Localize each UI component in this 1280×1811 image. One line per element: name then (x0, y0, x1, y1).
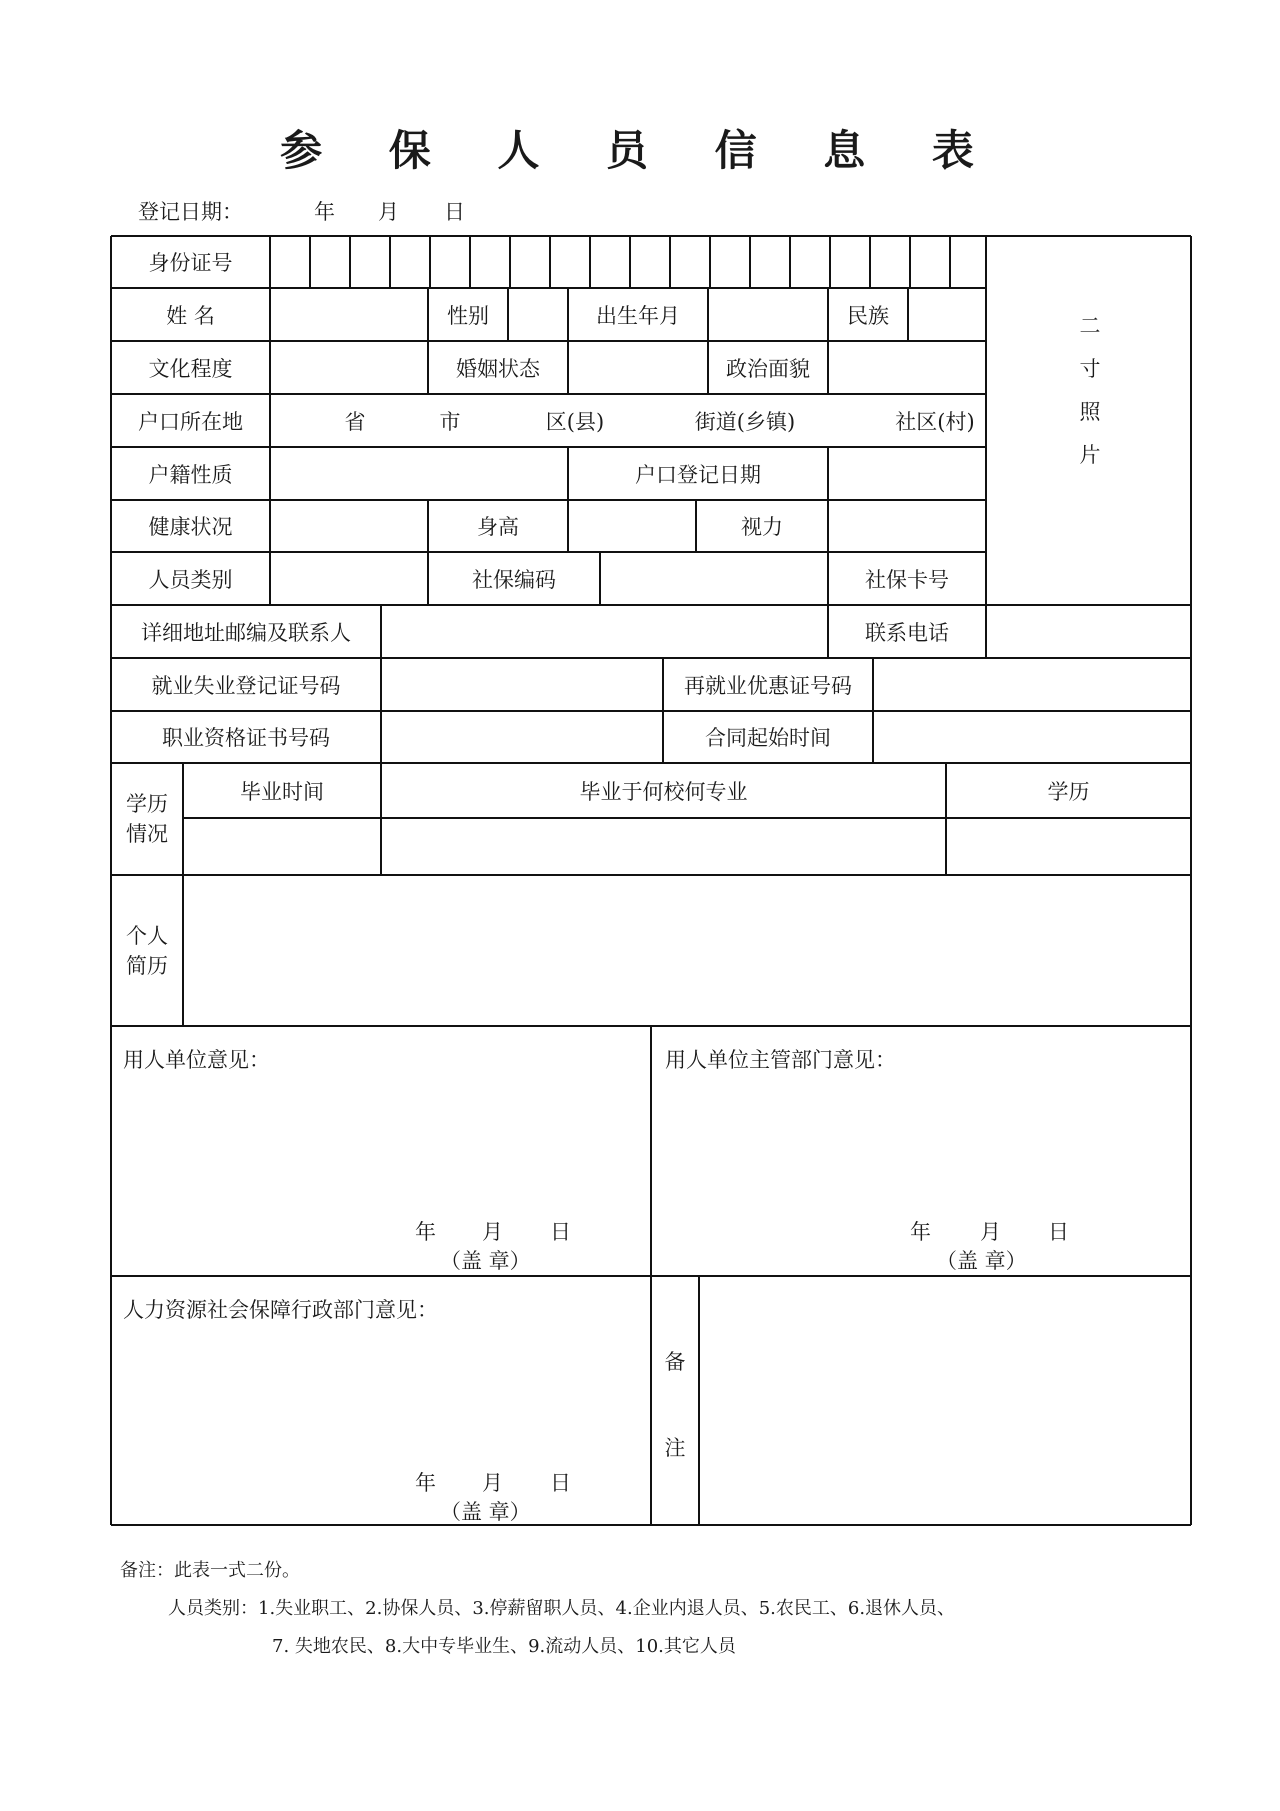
graduation-time-header: 毕业时间 (240, 779, 324, 804)
hr-dept-opinion-year: 年 (415, 1471, 436, 1495)
remarks-label-line: 注 (664, 1436, 686, 1460)
table-border-right (1190, 236, 1193, 1525)
employer-opinion-year: 年 (415, 1220, 436, 1244)
province-label: 省 (344, 409, 366, 434)
photo-char: 片 (1079, 443, 1101, 467)
table-row-line (986, 604, 1191, 606)
supervisor-opinion-month: 月 (980, 1220, 1001, 1244)
hr-dept-opinion-day: 日 (550, 1471, 571, 1495)
table-section-line (111, 874, 1191, 877)
hr-dept-opinion-label: 人力资源社会保障行政部门意见： (123, 1298, 438, 1322)
gender-label: 性别 (447, 303, 489, 328)
resume-section-label (111, 875, 183, 1026)
hukou-location-label: 户口所在地 (138, 409, 243, 434)
hr-dept-seal: （盖 章） (440, 1500, 531, 1524)
city-label: 市 (439, 409, 461, 434)
id-digit-box-line (669, 236, 671, 288)
employer-opinion-day: 日 (550, 1220, 571, 1244)
reemployment-certificate-label: 再就业优惠证号码 (684, 673, 852, 698)
registration-year-label: 年 (314, 200, 335, 224)
footer-categories-line-2: 7. 失地农民、8.大中专毕业生、9.流动人员、10.其它人员 (272, 1636, 736, 1657)
id-digit-box-line (629, 236, 631, 288)
employer-seal: （盖 章） (440, 1249, 531, 1273)
id-digit-box-line (509, 236, 511, 288)
education-section-label-line: 学历 (126, 792, 168, 816)
education-level-label: 文化程度 (148, 356, 233, 381)
id-digit-box-line (869, 236, 871, 288)
education-section-label (111, 763, 183, 875)
marital-status-label: 婚姻状态 (456, 356, 540, 381)
remarks-label-line: 备 (664, 1350, 686, 1374)
id-digit-box-line (429, 236, 431, 288)
photo-box-border (985, 236, 987, 605)
social-security-code-label: 社保编码 (472, 567, 556, 592)
address-contact-label: 详细地址邮编及联系人 (141, 620, 351, 645)
education-section-label-line: 情况 (126, 822, 168, 846)
registration-date-label: 登记日期： (138, 200, 243, 224)
supervisor-seal: （盖 章） (936, 1249, 1027, 1273)
resume-section-label-line: 简历 (126, 953, 168, 978)
id-number-label: 身份证号 (148, 251, 233, 275)
id-digit-box-line (349, 236, 351, 288)
id-digit-box-line (309, 236, 311, 288)
phone-label: 联系电话 (865, 620, 949, 645)
id-digit-box-line (789, 236, 791, 288)
id-digit-box-line (469, 236, 471, 288)
registration-day-label: 日 (444, 200, 465, 224)
supervisor-opinion-label: 用人单位主管部门意见： (665, 1048, 896, 1072)
political-status-label: 政治面貌 (726, 356, 810, 381)
footer-categories-line-1: 人员类别：1.失业职工、2.协保人员、3.停薪留职人员、4.企业内退人员、5.农民工、6.退休人员、 (168, 1598, 956, 1619)
photo-char: 寸 (1079, 357, 1101, 381)
employer-opinion-month: 月 (482, 1220, 503, 1244)
contract-start-label: 合同起始时间 (705, 726, 831, 750)
birth-date-label: 出生年月 (596, 303, 680, 328)
health-label: 健康状况 (148, 515, 233, 539)
district-label: 区(县) (545, 409, 605, 434)
height-label: 身高 (477, 515, 519, 539)
table-border-top (111, 235, 1191, 238)
id-digit-box-line (949, 236, 951, 288)
id-digit-box-line (749, 236, 751, 288)
table-row-line (986, 710, 1191, 712)
id-digit-box-line (589, 236, 591, 288)
remarks-divider (698, 1276, 700, 1525)
name-label: 姓 名 (166, 303, 215, 328)
hukou-registration-date-label: 户口登记日期 (635, 462, 761, 487)
id-digit-box-line (909, 236, 911, 288)
community-label: 社区(村) (895, 409, 975, 434)
footer-note: 备注：此表一式二份。 (120, 1560, 300, 1581)
id-digit-box-line (389, 236, 391, 288)
resume-section-label-line: 个人 (126, 923, 168, 948)
hr-dept-opinion-month: 月 (482, 1471, 503, 1495)
vision-label: 视力 (741, 515, 783, 539)
degree-header: 学历 (1047, 779, 1090, 804)
employer-opinion-label: 用人单位意见： (123, 1048, 270, 1072)
id-digit-box-line (709, 236, 711, 288)
table-row-line (986, 657, 1191, 659)
person-category-label: 人员类别 (148, 567, 233, 592)
supervisor-opinion-year: 年 (910, 1220, 931, 1244)
photo-char: 照 (1079, 400, 1101, 424)
graduation-school-header: 毕业于何校何专业 (579, 779, 748, 804)
registration-month-label: 月 (378, 200, 399, 224)
supervisor-opinion-day: 日 (1048, 1220, 1069, 1244)
qualification-certificate-label: 职业资格证书号码 (162, 726, 330, 750)
social-security-card-label: 社保卡号 (865, 567, 949, 592)
ethnicity-label: 民族 (847, 303, 889, 328)
employment-registration-label: 就业失业登记证号码 (151, 673, 341, 698)
page-title: 参 保 人 员 信 息 表 (280, 126, 1000, 175)
id-digit-box-line (829, 236, 831, 288)
photo-char: 二 (1079, 314, 1101, 338)
street-label: 街道(乡镇) (694, 409, 796, 434)
hukou-type-label: 户籍性质 (148, 462, 233, 487)
photo-box (1070, 305, 1110, 477)
id-digit-box-line (549, 236, 551, 288)
